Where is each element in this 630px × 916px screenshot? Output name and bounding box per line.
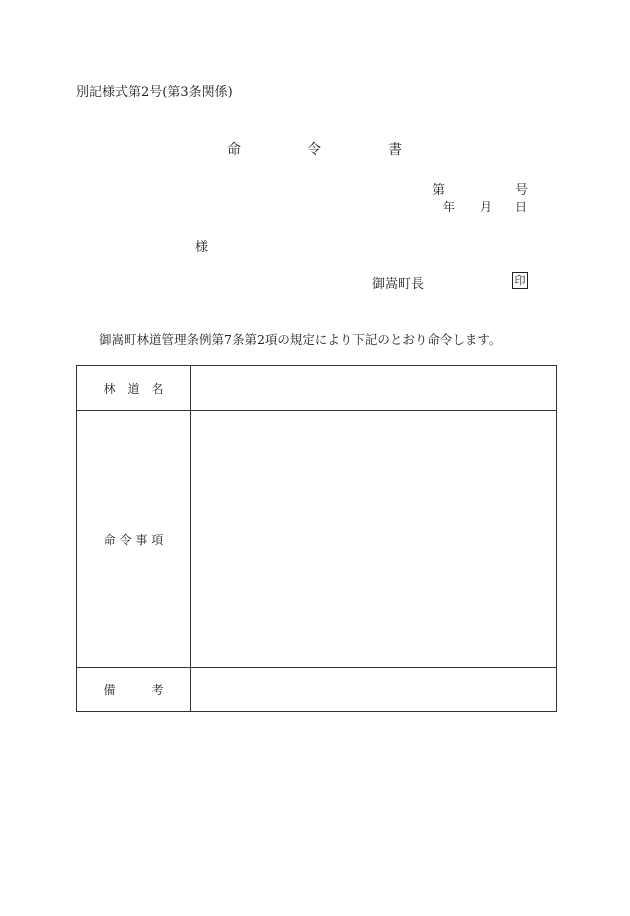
- remarks-label: 備 考: [77, 668, 191, 712]
- body-text: 御嵩町林道管理条例第7条第2項の規定により下記のとおり命令します。: [99, 332, 502, 347]
- document-title-char-3: 書: [388, 142, 402, 158]
- issuer-name: 御嵩町長: [372, 277, 425, 292]
- document-title-char-1: 命: [227, 142, 241, 158]
- date-day-label: 日: [515, 200, 528, 214]
- table-row: [77, 411, 557, 668]
- addressee-honorific: 様: [195, 240, 209, 255]
- date-year-label: 年: [443, 200, 456, 214]
- table-row: [77, 366, 557, 411]
- table-row: [77, 668, 557, 712]
- date-month-label: 月: [480, 200, 493, 214]
- forest-road-name-label: 林 道 名: [77, 366, 191, 411]
- order-matters-field[interactable]: [191, 411, 557, 668]
- order-details-table: [76, 365, 557, 712]
- seal-stamp: 印: [512, 272, 528, 289]
- document-number-suffix: 号: [515, 183, 529, 198]
- remarks-field[interactable]: [191, 668, 557, 712]
- document-title-char-2: 令: [307, 142, 321, 158]
- forest-road-name-field[interactable]: [191, 366, 557, 411]
- order-matters-label: 命 令 事 項: [77, 411, 191, 668]
- document-number-prefix: 第: [432, 183, 446, 198]
- form-number-label: 別記様式第2号(第3条関係): [76, 85, 233, 100]
